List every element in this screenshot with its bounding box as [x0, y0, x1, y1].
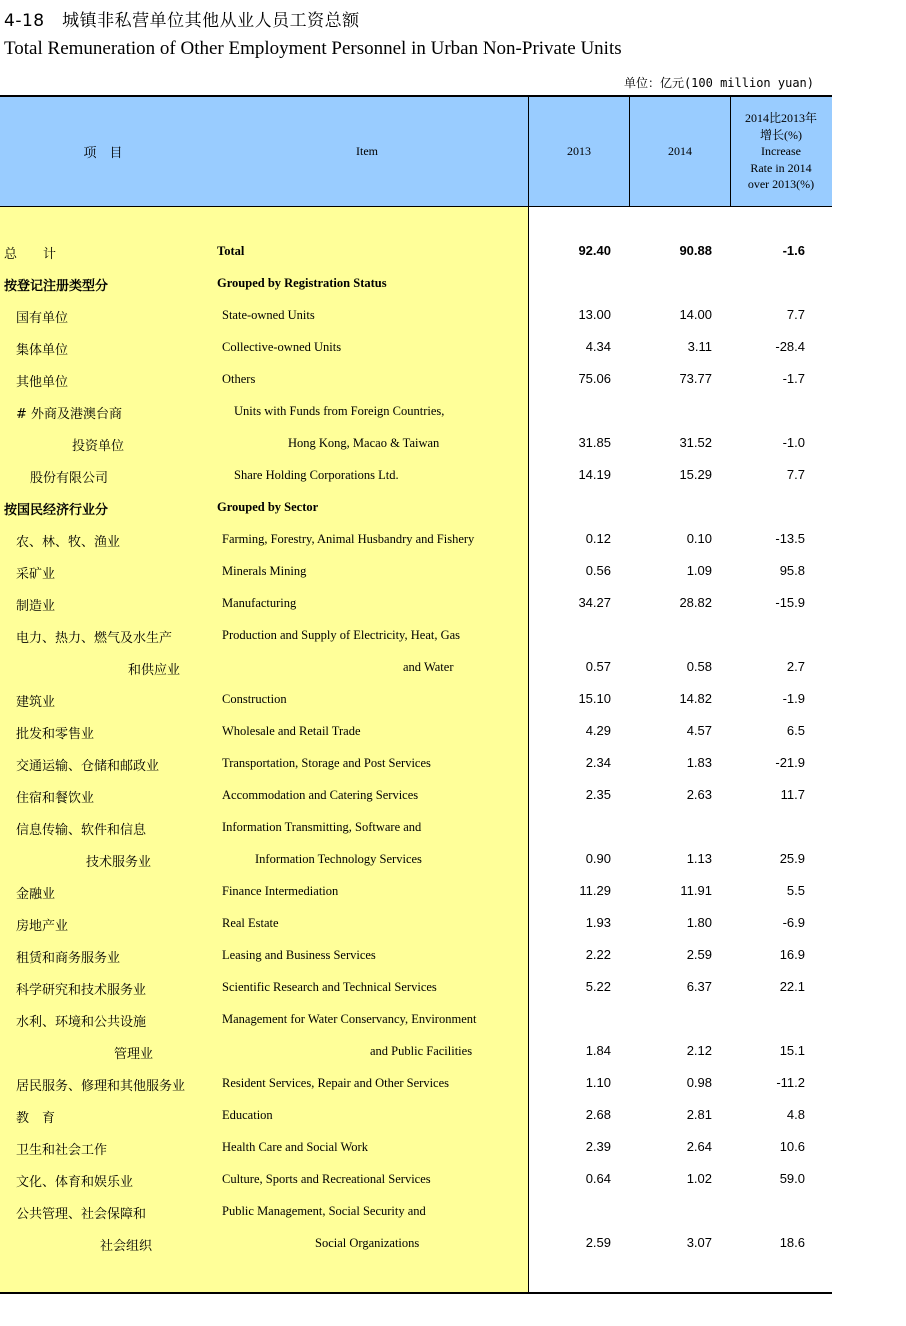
value-2014: 1.09 — [686, 563, 712, 578]
value-2014: 73.77 — [679, 371, 712, 386]
row-label-chinese: 卫生和社会工作 — [16, 1143, 108, 1158]
value-2013: 92.40 — [578, 243, 611, 258]
value-2013: 14.19 — [578, 467, 611, 482]
row-label-chinese: 居民服务、修理和其他服务业 — [16, 1079, 186, 1094]
value-2013: 15.10 — [578, 691, 611, 706]
value-2013: 0.64 — [585, 1171, 611, 1186]
header-increase-line: Rate in 2014 — [750, 160, 812, 175]
row-label-chinese: 文化、体育和娱乐业 — [16, 1175, 134, 1190]
table-row — [0, 467, 832, 489]
value-increase-rate: 5.5 — [786, 883, 805, 898]
header-increase-line: Increase — [761, 144, 801, 159]
row-label-english: Others — [222, 372, 256, 386]
row-label-chinese: 制造业 — [16, 599, 56, 614]
row-label-english: Production and Supply of Electricity, Heat, Gas — [222, 628, 461, 642]
row-label-english: Hong Kong, Macao & Taiwan — [288, 436, 440, 450]
row-label-english: Finance Intermediation — [222, 884, 339, 898]
row-label-chinese: 批发和零售业 — [16, 727, 95, 742]
value-increase-rate: 22.1 — [779, 979, 805, 994]
row-label-chinese: 总 计 — [4, 247, 57, 262]
row-label-chinese: 科学研究和技术服务业 — [16, 983, 147, 998]
row-label-english: Units with Funds from Foreign Countries, — [234, 404, 445, 418]
row-label-english: Wholesale and Retail Trade — [222, 724, 361, 738]
table-row — [0, 979, 832, 1001]
value-2014: 0.58 — [686, 659, 712, 674]
row-label-chinese: 其他单位 — [16, 375, 69, 390]
row-label-chinese: 投资单位 — [72, 439, 125, 454]
value-2014: 1.83 — [686, 755, 712, 770]
value-2013: 2.22 — [585, 947, 611, 962]
table-row — [0, 755, 832, 777]
value-increase-rate: -1.7 — [782, 371, 805, 386]
value-increase-rate: 10.6 — [779, 1139, 805, 1154]
value-2013: 1.93 — [585, 915, 611, 930]
table-row — [0, 435, 832, 457]
value-2014: 14.00 — [679, 307, 712, 322]
table-row — [0, 1235, 832, 1257]
header-increase-line: 2014比2013年 — [744, 111, 817, 126]
value-2013: 2.34 — [585, 755, 611, 770]
value-increase-rate: -6.9 — [782, 915, 805, 930]
table-row — [0, 851, 832, 873]
value-2013: 13.00 — [578, 307, 611, 322]
table-row — [0, 403, 832, 425]
row-label-chinese: 集体单位 — [16, 343, 69, 358]
table-row — [0, 1107, 832, 1129]
table-row — [0, 339, 832, 361]
value-increase-rate: -28.4 — [775, 339, 805, 354]
table-row — [0, 1139, 832, 1161]
table-row — [0, 243, 832, 265]
table-row — [0, 915, 832, 937]
row-label-chinese: 和供应业 — [128, 663, 181, 678]
value-2014: 0.10 — [686, 531, 712, 546]
row-label-chinese: 农、林、牧、渔业 — [16, 535, 121, 550]
value-2013: 11.29 — [579, 883, 611, 898]
table-row — [0, 275, 832, 297]
table-row — [0, 691, 832, 713]
row-label-english: Grouped by Registration Status — [217, 276, 387, 290]
value-2013: 4.29 — [585, 723, 611, 738]
row-label-english: Farming, Forestry, Animal Husbandry and Fishery — [222, 532, 475, 546]
value-increase-rate: 7.7 — [786, 467, 805, 482]
table-row — [0, 531, 832, 553]
table-bottom-rule — [0, 1292, 832, 1294]
value-increase-rate: -1.0 — [782, 435, 805, 450]
value-2014: 1.13 — [686, 851, 712, 866]
value-increase-rate: 11.7 — [780, 787, 805, 802]
table-row — [0, 371, 832, 393]
table-row — [0, 1171, 832, 1193]
value-2014: 2.12 — [686, 1043, 712, 1058]
value-2013: 2.35 — [585, 787, 611, 802]
table-row — [0, 659, 832, 681]
header-item-chinese: 项 目 — [83, 146, 123, 161]
table-row — [0, 787, 832, 809]
table-row — [0, 1203, 832, 1225]
value-increase-rate: -21.9 — [775, 755, 805, 770]
row-label-chinese: 教 育 — [16, 1111, 56, 1126]
column-divider — [528, 207, 529, 1292]
row-label-chinese: 交通运输、仓储和邮政业 — [16, 759, 160, 774]
table-row — [0, 627, 832, 649]
table-title-english: Total Remuneration of Other Employment Personnel in Urban Non-Private Units — [4, 38, 622, 59]
value-increase-rate: 95.8 — [779, 563, 805, 578]
value-2013: 2.39 — [585, 1139, 611, 1154]
value-2014: 4.57 — [686, 723, 712, 738]
value-2014: 3.07 — [686, 1235, 712, 1250]
table-row — [0, 723, 832, 745]
row-label-english: Real Estate — [222, 916, 279, 930]
value-increase-rate: 6.5 — [786, 723, 805, 738]
header-item-english: Item — [356, 144, 378, 158]
table-row — [0, 307, 832, 329]
table-row — [0, 595, 832, 617]
value-increase-rate: -15.9 — [775, 595, 805, 610]
value-2014: 28.82 — [679, 595, 712, 610]
value-2014: 1.02 — [686, 1171, 712, 1186]
row-label-chinese: 按国民经济行业分 — [4, 503, 109, 518]
value-2014: 14.82 — [679, 691, 712, 706]
row-label-english: Information Transmitting, Software and — [222, 820, 422, 834]
table-row — [0, 563, 832, 585]
value-2014: 2.63 — [686, 787, 712, 802]
row-label-english: Information Technology Services — [255, 852, 422, 866]
row-label-chinese: 股份有限公司 — [30, 471, 109, 486]
table-row — [0, 1011, 832, 1033]
row-label-english: Public Management, Social Security and — [222, 1204, 426, 1218]
value-2014: 0.98 — [686, 1075, 712, 1090]
row-label-english: Total — [217, 244, 245, 258]
unit-label: 单位：亿元(100 million yuan) — [623, 76, 814, 90]
row-label-english: Transportation, Storage and Post Services — [222, 756, 431, 770]
header-increase-line: 增长(%) — [759, 127, 802, 142]
value-2014: 6.37 — [686, 979, 712, 994]
header-year-2014: 2014 — [668, 144, 692, 158]
value-increase-rate: 18.6 — [779, 1235, 805, 1250]
row-label-english: Management for Water Conservancy, Environment — [222, 1012, 477, 1026]
table-title-chinese: 4-18 城镇非私营单位其他从业人员工资总额 — [4, 11, 360, 31]
value-increase-rate: -13.5 — [775, 531, 805, 546]
value-increase-rate: -1.6 — [782, 243, 805, 258]
row-label-chinese: 按登记注册类型分 — [4, 279, 109, 294]
value-increase-rate: -1.9 — [782, 691, 805, 706]
value-2014: 2.64 — [686, 1139, 712, 1154]
row-label-chinese: 技术服务业 — [86, 855, 152, 870]
row-label-english: Collective-owned Units — [222, 340, 342, 354]
row-label-english: State-owned Units — [222, 308, 315, 322]
table-row — [0, 499, 832, 521]
value-2013: 1.84 — [585, 1043, 611, 1058]
row-label-english: and Public Facilities — [370, 1044, 473, 1058]
value-2013: 0.90 — [585, 851, 611, 866]
value-2014: 2.59 — [686, 947, 712, 962]
value-increase-rate: 15.1 — [779, 1043, 805, 1058]
value-increase-rate: 25.9 — [779, 851, 805, 866]
row-label-chinese: # 外商及港澳台商 — [16, 407, 123, 422]
row-label-chinese: 租赁和商务服务业 — [16, 951, 121, 966]
row-label-english: Leasing and Business Services — [222, 948, 376, 962]
row-label-english: Culture, Sports and Recreational Services — [222, 1172, 431, 1186]
value-increase-rate: 59.0 — [779, 1171, 805, 1186]
value-2014: 31.52 — [679, 435, 712, 450]
row-label-english: Share Holding Corporations Ltd. — [234, 468, 399, 482]
value-2013: 75.06 — [578, 371, 611, 386]
value-2014: 15.29 — [679, 467, 712, 482]
header-increase-rate — [731, 97, 831, 206]
row-label-english: Grouped by Sector — [217, 500, 319, 514]
row-label-chinese: 住宿和餐饮业 — [16, 791, 95, 806]
table-row — [0, 1075, 832, 1097]
value-2013: 0.56 — [585, 563, 611, 578]
row-label-english: Scientific Research and Technical Services — [222, 980, 437, 994]
value-2013: 4.34 — [585, 339, 611, 354]
table-row — [0, 819, 832, 841]
value-2013: 31.85 — [578, 435, 611, 450]
row-label-english: Manufacturing — [222, 596, 297, 610]
header-increase-line: over 2013(%) — [747, 177, 815, 192]
value-2013: 34.27 — [578, 595, 611, 610]
row-label-english: Education — [222, 1108, 273, 1122]
value-2013: 0.57 — [585, 659, 611, 674]
table-row — [0, 947, 832, 969]
row-label-chinese: 建筑业 — [16, 695, 56, 710]
row-label-english: Resident Services, Repair and Other Services — [222, 1076, 450, 1090]
item-column-background — [0, 207, 528, 1292]
value-2014: 11.91 — [680, 883, 712, 898]
row-label-english: Accommodation and Catering Services — [222, 788, 419, 802]
value-2013: 2.59 — [585, 1235, 611, 1250]
value-increase-rate: 16.9 — [779, 947, 805, 962]
table-row — [0, 1043, 832, 1065]
row-label-english: and Water — [403, 660, 454, 674]
table-row — [0, 883, 832, 905]
value-2013: 2.68 — [585, 1107, 611, 1122]
value-2014: 2.81 — [686, 1107, 712, 1122]
value-increase-rate: 2.7 — [786, 659, 805, 674]
row-label-chinese: 社会组织 — [100, 1239, 153, 1254]
row-label-chinese: 公共管理、社会保障和 — [16, 1207, 147, 1222]
value-2013: 1.10 — [585, 1075, 611, 1090]
row-label-english: Social Organizations — [315, 1236, 420, 1250]
value-2014: 3.11 — [687, 339, 712, 354]
row-label-chinese: 水利、环境和公共设施 — [16, 1015, 147, 1030]
value-2014: 90.88 — [679, 243, 712, 258]
row-label-english: Construction — [222, 692, 287, 706]
value-2013: 0.12 — [585, 531, 611, 546]
row-label-chinese: 电力、热力、燃气及水生产 — [16, 631, 173, 646]
row-label-english: Health Care and Social Work — [222, 1140, 368, 1154]
row-label-chinese: 房地产业 — [16, 919, 69, 934]
value-2013: 5.22 — [585, 979, 611, 994]
table-header — [0, 97, 832, 207]
row-label-chinese: 金融业 — [16, 887, 56, 902]
row-label-chinese: 国有单位 — [16, 311, 69, 326]
value-2014: 1.80 — [686, 915, 712, 930]
row-label-chinese: 信息传输、软件和信息 — [16, 823, 147, 838]
value-increase-rate: 4.8 — [786, 1107, 805, 1122]
value-increase-rate: 7.7 — [786, 307, 805, 322]
row-label-chinese: 采矿业 — [16, 567, 56, 582]
row-label-chinese: 管理业 — [114, 1047, 154, 1062]
value-increase-rate: -11.2 — [776, 1075, 805, 1090]
row-label-english: Minerals Mining — [222, 564, 307, 578]
header-year-2013: 2013 — [567, 144, 591, 158]
